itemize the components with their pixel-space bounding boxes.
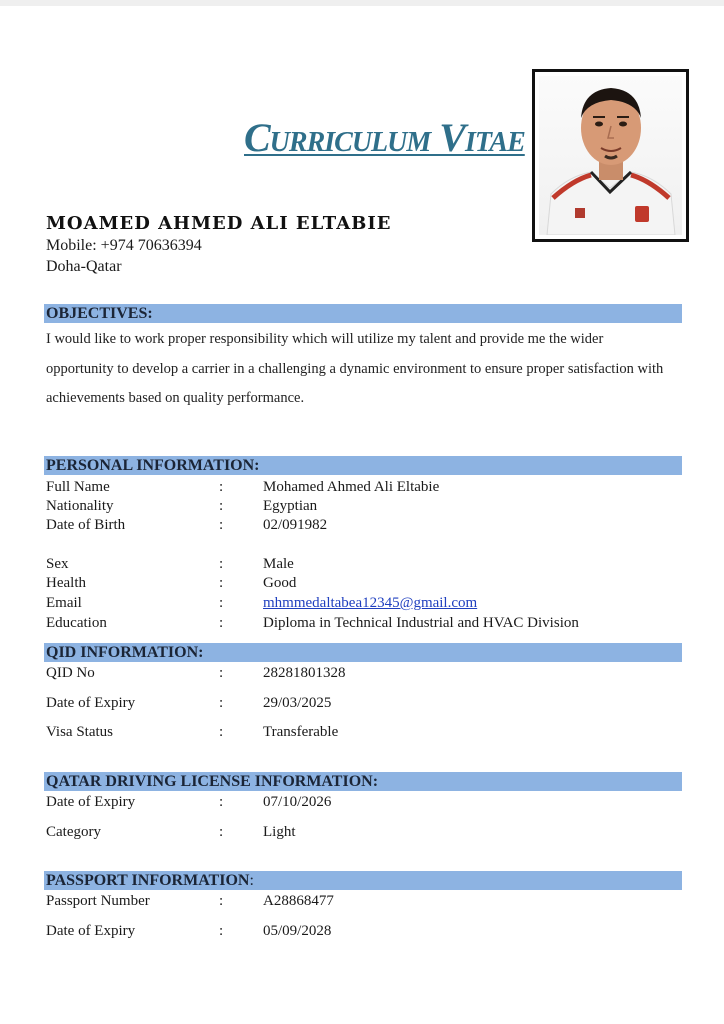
section-heading-license: QATAR DRIVING LICENSE INFORMATION: bbox=[44, 772, 682, 791]
row-label: Full Name bbox=[46, 479, 110, 495]
row-label: Health bbox=[46, 575, 86, 591]
location: Doha-Qatar bbox=[46, 258, 122, 275]
cv-title: Curriculum Vitae bbox=[244, 115, 525, 160]
row-value: Male bbox=[263, 556, 294, 572]
row-label: QID No bbox=[46, 665, 95, 681]
qid-row-number bbox=[46, 665, 686, 685]
row-label: Passport Number bbox=[46, 893, 150, 909]
row-value: 29/03/2025 bbox=[263, 695, 332, 711]
row-value: Egyptian bbox=[263, 498, 318, 514]
personal-row-email bbox=[46, 595, 686, 615]
personal-row-date-of-birth bbox=[46, 517, 686, 537]
row-separator: : bbox=[219, 724, 224, 740]
row-value: 02/091982 bbox=[263, 517, 328, 533]
row-separator: : bbox=[219, 517, 224, 533]
personal-row-nationality bbox=[46, 498, 686, 518]
row-separator: : bbox=[219, 665, 224, 681]
row-separator: : bbox=[219, 893, 224, 909]
section-heading-qid: QID INFORMATION: bbox=[44, 643, 682, 662]
row-value: Transferable bbox=[263, 724, 339, 740]
row-value: Mohamed Ahmed Ali Eltabie bbox=[263, 479, 440, 495]
objective-text: I would like to work proper responsibility which will utilize my talent and provide me the wider opportunity to develop a carrier in a challenging a dynamic environment to ensure proper satisfaction with achievements based on quality performance. bbox=[46, 331, 664, 406]
license-row-category bbox=[46, 824, 686, 844]
row-separator: : bbox=[219, 556, 224, 572]
row-value: Good bbox=[263, 575, 297, 591]
portrait-photo bbox=[539, 76, 682, 235]
row-value: Light bbox=[263, 824, 296, 840]
row-separator: : bbox=[219, 575, 224, 591]
qid-row-visa-status bbox=[46, 724, 686, 744]
row-label: Sex bbox=[46, 556, 69, 572]
row-separator: : bbox=[219, 824, 224, 840]
mobile-number: Mobile: +974 70636394 bbox=[46, 237, 202, 254]
row-separator: : bbox=[219, 498, 224, 514]
passport-row-number bbox=[46, 893, 686, 913]
passport-heading-text: PASSPORT INFORMATION bbox=[46, 872, 250, 889]
row-label: Email bbox=[46, 595, 82, 611]
email-link[interactable]: mhmmedaltabea12345@gmail.com bbox=[263, 595, 478, 611]
row-label: Education bbox=[46, 615, 107, 631]
photo-frame bbox=[532, 69, 689, 242]
personal-row-education bbox=[46, 615, 686, 635]
row-separator: : bbox=[219, 794, 224, 810]
candidate-name: MOAMED AHMED ALI ELTABIE bbox=[46, 213, 392, 234]
passport-row-expiry bbox=[46, 923, 686, 943]
row-separator: : bbox=[219, 615, 224, 631]
license-row-expiry bbox=[46, 794, 686, 814]
row-separator: : bbox=[219, 695, 224, 711]
personal-row-sex bbox=[46, 556, 686, 576]
row-label: Date of Expiry bbox=[46, 695, 136, 711]
section-heading-passport bbox=[44, 871, 682, 890]
row-value: 07/10/2026 bbox=[263, 794, 332, 810]
row-value: 28281801328 bbox=[263, 665, 346, 681]
portrait-illustration bbox=[539, 76, 682, 235]
row-label: Date of Birth bbox=[46, 517, 126, 533]
row-label: Date of Expiry bbox=[46, 923, 136, 939]
row-value: Diploma in Technical Industrial and HVAC Division bbox=[263, 615, 579, 631]
qid-row-expiry bbox=[46, 695, 686, 715]
row-value: 05/09/2028 bbox=[263, 923, 332, 939]
row-separator: : bbox=[219, 595, 224, 611]
row-separator: : bbox=[219, 479, 224, 495]
page-top-edge bbox=[0, 0, 724, 6]
personal-row-health bbox=[46, 575, 686, 595]
row-label: Category bbox=[46, 824, 101, 840]
row-label: Nationality bbox=[46, 498, 114, 514]
section-heading-personal: PERSONAL INFORMATION: bbox=[44, 456, 682, 475]
row-label: Date of Expiry bbox=[46, 794, 136, 810]
row-value: A28868477 bbox=[263, 893, 334, 909]
row-separator: : bbox=[219, 923, 224, 939]
personal-row-full-name bbox=[46, 479, 686, 499]
section-heading-objectives: OBJECTIVES: bbox=[44, 304, 682, 323]
passport-heading-colon: : bbox=[249, 872, 254, 889]
row-label: Visa Status bbox=[46, 724, 114, 740]
